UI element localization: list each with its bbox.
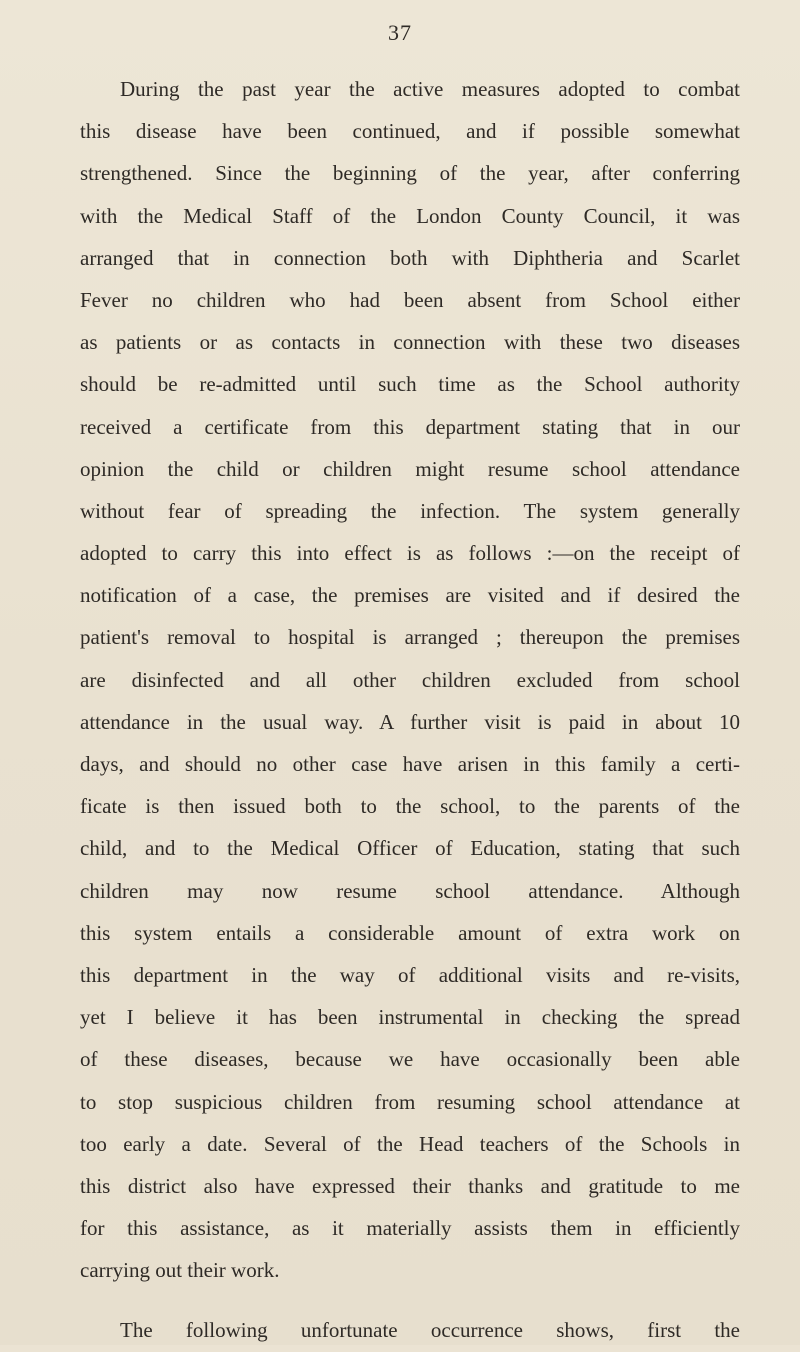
text-line: without fear of spreading the infection. The system generally bbox=[80, 498, 740, 523]
text-line: as patients or as contacts in connection with these two diseases bbox=[80, 330, 740, 355]
text-line: should be re-admitted until such time as the School authority bbox=[80, 372, 740, 397]
text-line: Fever no children who had been absent from School either bbox=[80, 287, 740, 312]
text-line: to stop suspicious children from resuming school attendance at bbox=[80, 1089, 740, 1114]
text-line: this system entails a considerable amount of extra work on bbox=[80, 920, 740, 945]
text-line: yet I believe it has been instrumental in checking the spread bbox=[80, 1005, 740, 1030]
text-line: opinion the child or children might resume school attendance bbox=[80, 456, 740, 481]
text-line: received a certificate from this department stating that in our bbox=[80, 414, 740, 439]
text-line: this department in the way of additional visits and re-visits, bbox=[80, 962, 740, 987]
text-line: this disease have been continued, and if possible somewhat bbox=[80, 119, 740, 144]
text-line: During the past year the active measures adopted to combat bbox=[120, 77, 740, 101]
text-line: adopted to carry this into effect is as follows :—on the receipt of bbox=[80, 541, 740, 566]
page-number: 37 bbox=[388, 20, 412, 45]
paragraph bbox=[80, 68, 740, 1291]
text-line: ficate is then issued both to the school, to the parents of the bbox=[80, 794, 740, 819]
text-line: arranged that in connection both with Diphtheria and Scarlet bbox=[80, 245, 740, 270]
text-line: patient's removal to hospital is arranged ; thereupon the premises bbox=[80, 625, 740, 650]
text-line: this district also have expressed their thanks and gratitude to me bbox=[80, 1173, 740, 1198]
text-line: with the Medical Staff of the London County Council, it was bbox=[80, 203, 740, 228]
text-line: days, and should no other case have arisen in this family a certi- bbox=[80, 752, 740, 776]
text-line: child, and to the Medical Officer of Education, stating that such bbox=[80, 836, 740, 861]
text-line: of these diseases, because we have occasionally been able bbox=[80, 1047, 740, 1072]
body-text bbox=[80, 68, 740, 1352]
text-line: strengthened. Since the beginning of the year, after conferring bbox=[80, 161, 740, 186]
text-line: attendance in the usual way. A further visit is paid in about 10 bbox=[80, 709, 740, 734]
text-line: are disinfected and all other children excluded from school bbox=[80, 667, 740, 692]
text-line: for this assistance, as it materially assists them in efficiently bbox=[80, 1216, 740, 1241]
text-line: carrying out their work. bbox=[80, 1258, 280, 1283]
text-line: The following unfortunate occurrence shows, first the bbox=[120, 1318, 740, 1343]
text-line: too early a date. Several of the Head teachers of the Schools in bbox=[80, 1131, 740, 1156]
text-line: children may now resume school attendance. Although bbox=[80, 878, 740, 903]
text-line: notification of a case, the premises are visited and if desired the bbox=[80, 583, 740, 608]
paragraph bbox=[80, 1309, 740, 1351]
